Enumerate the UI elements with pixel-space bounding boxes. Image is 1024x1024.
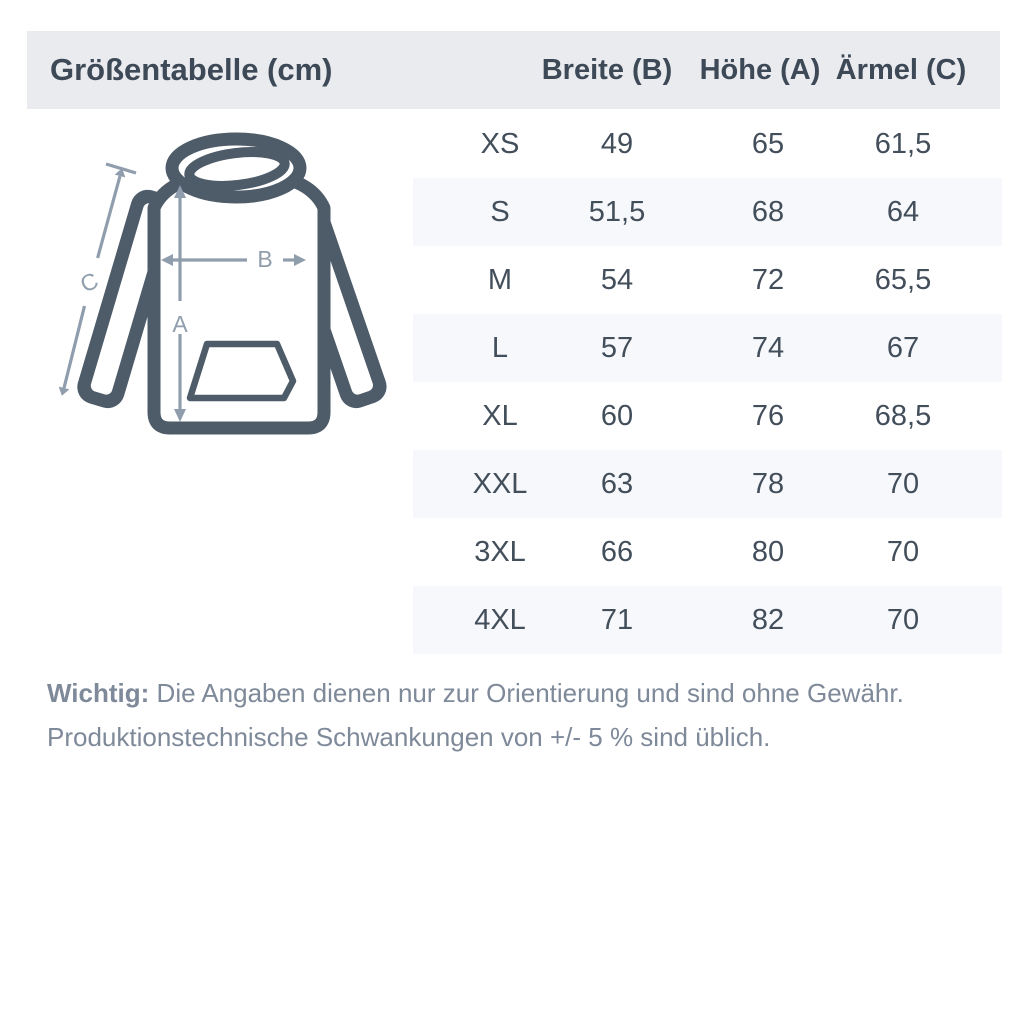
- measure-label-b: B: [257, 246, 273, 273]
- aermel-value: 70: [886, 604, 920, 636]
- breite-value: 57: [600, 332, 634, 364]
- size-label: 4XL: [474, 604, 526, 636]
- column-header-aermel: Ärmel (C): [835, 54, 967, 86]
- hoehe-value: 68: [751, 196, 785, 228]
- breite-value: 51,5: [588, 196, 646, 228]
- aermel-value: 67: [886, 332, 920, 364]
- size-label: 3XL: [474, 536, 526, 568]
- hoehe-value: 76: [751, 400, 785, 432]
- table-row: [413, 586, 1002, 654]
- disclaimer-note: [47, 671, 967, 759]
- size-label: S: [490, 196, 510, 228]
- table-row: [413, 178, 1002, 246]
- hoodie-diagram-icon: [40, 118, 420, 448]
- column-header-breite: Breite (B): [541, 54, 673, 86]
- page-title: Größentabelle (cm): [50, 52, 333, 87]
- column-header-hoehe: Höhe (A): [699, 54, 821, 86]
- disclaimer-line-2: [47, 715, 967, 759]
- hoehe-value: 80: [751, 536, 785, 568]
- table-row: [413, 110, 1002, 178]
- breite-value: 54: [600, 264, 634, 296]
- disclaimer-prefix: Wichtig:: [47, 678, 150, 708]
- aermel-value: 68,5: [874, 400, 932, 432]
- table-row: [413, 314, 1002, 382]
- hoodie-pocket: [190, 344, 293, 398]
- hoehe-value: 74: [751, 332, 785, 364]
- size-label: L: [491, 332, 509, 364]
- size-label: XS: [480, 128, 520, 160]
- table-row: [413, 518, 1002, 586]
- breite-value: 63: [600, 468, 634, 500]
- size-table: [413, 110, 1002, 654]
- measure-label-c: C: [76, 266, 103, 298]
- table-row: [413, 382, 1002, 450]
- aermel-value: 70: [886, 536, 920, 568]
- size-chart-header: [27, 31, 1000, 109]
- breite-value: 49: [600, 128, 634, 160]
- hoehe-value: 82: [751, 604, 785, 636]
- table-row: [413, 246, 1002, 314]
- hoehe-value: 72: [751, 264, 785, 296]
- disclaimer-text-1: Die Angaben dienen nur zur Orientierung und sind ohne Gewähr.: [149, 678, 904, 708]
- table-row: [413, 450, 1002, 518]
- aermel-value: 65,5: [874, 264, 932, 296]
- breite-value: 71: [600, 604, 634, 636]
- hoehe-value: 65: [751, 128, 785, 160]
- size-label: M: [487, 264, 513, 296]
- breite-value: 66: [600, 536, 634, 568]
- aermel-value: 70: [886, 468, 920, 500]
- disclaimer-text-2: Produktionstechnische Schwankungen von +/- 5 % sind üblich.: [47, 722, 771, 752]
- hoehe-value: 78: [751, 468, 785, 500]
- size-label: XXL: [472, 468, 528, 500]
- aermel-value: 61,5: [874, 128, 932, 160]
- disclaimer-line-1: [47, 671, 967, 715]
- aermel-value: 64: [886, 196, 920, 228]
- size-label: XL: [482, 400, 518, 432]
- breite-value: 60: [600, 400, 634, 432]
- measure-label-a: A: [172, 311, 188, 338]
